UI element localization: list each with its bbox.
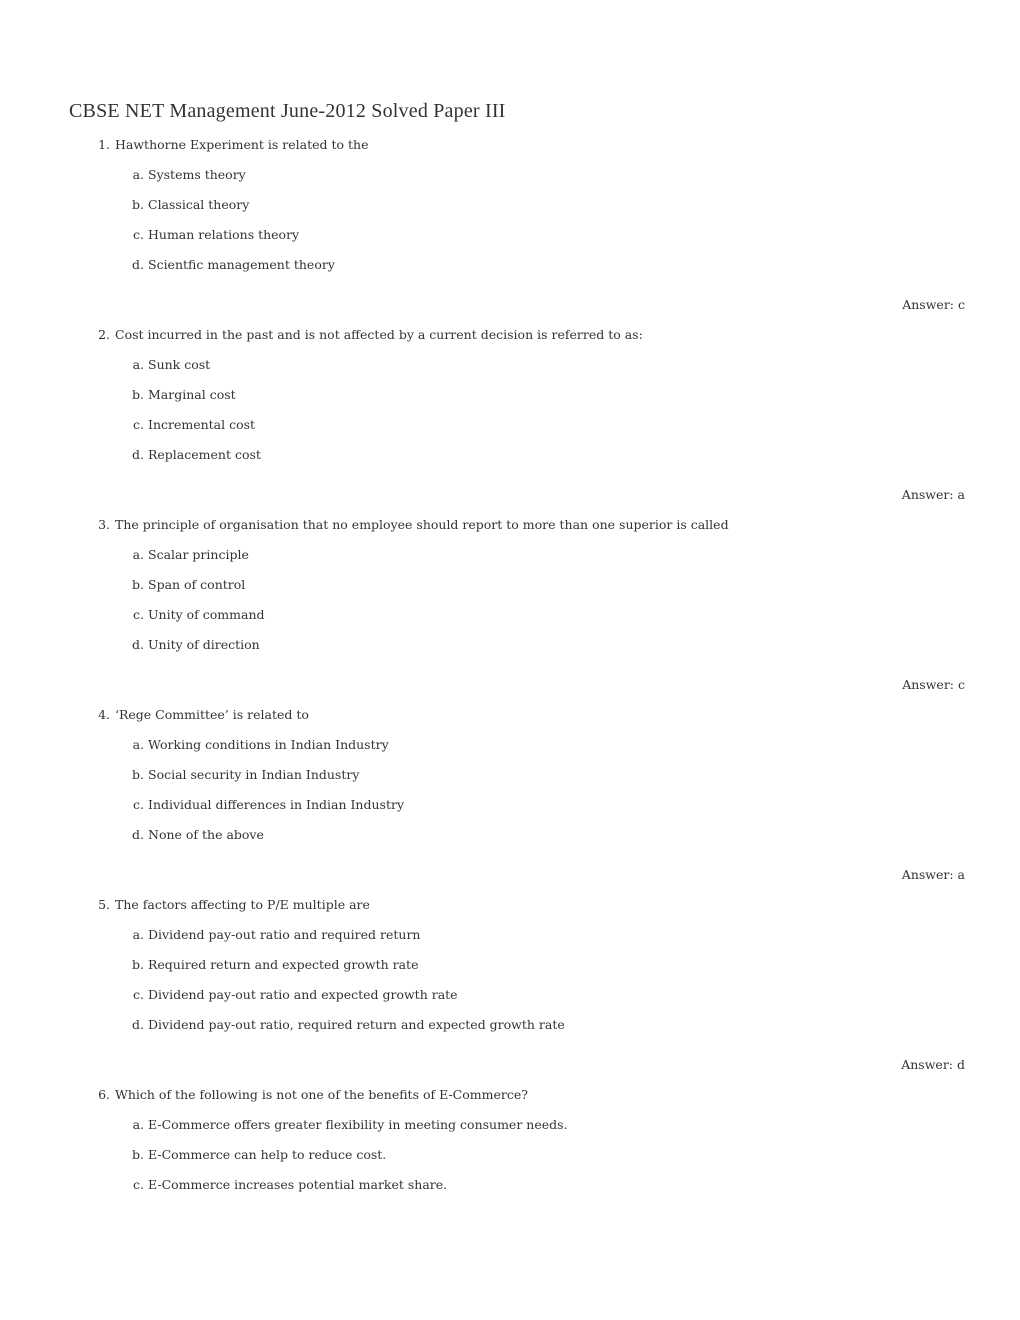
option-letter: d.	[132, 447, 144, 462]
option	[0, 250, 1020, 280]
option-letter: a.	[132, 737, 144, 752]
question-block	[0, 1080, 1020, 1200]
question-block	[0, 890, 1020, 1080]
option-text: Human relations theory	[148, 227, 300, 242]
option-letter: b.	[132, 197, 144, 212]
option-text: Required return and expected growth rate	[148, 957, 419, 972]
question-block	[0, 130, 1020, 320]
option	[0, 980, 1020, 1010]
question-number: 1.	[98, 137, 110, 152]
option-letter: b.	[132, 577, 144, 592]
option-text: E-Commerce offers greater flexibility in meeting consumer needs.	[148, 1117, 568, 1132]
option-text: E-Commerce can help to reduce cost.	[148, 1147, 387, 1162]
option	[0, 350, 1020, 380]
option-text: Incremental cost	[148, 417, 256, 432]
option-text: Unity of direction	[148, 637, 260, 652]
option-letter: a.	[132, 357, 144, 372]
option-text: None of the above	[148, 827, 264, 842]
option-text: Scalar principle	[148, 547, 249, 562]
option	[0, 1170, 1020, 1200]
option-text: E-Commerce increases potential market share.	[148, 1177, 448, 1192]
option-letter: d.	[132, 1017, 144, 1032]
option-text: Unity of command	[148, 607, 265, 622]
option-text: Dividend pay-out ratio and expected growth rate	[148, 987, 458, 1002]
question-number: 3.	[98, 517, 110, 532]
question-text: Hawthorne Experiment is related to the	[115, 137, 369, 152]
option	[0, 1110, 1020, 1140]
option-letter: a.	[132, 547, 144, 562]
option-letter: b.	[132, 767, 144, 782]
question-text: The principle of organisation that no employee should report to more than one superior is called	[115, 517, 729, 532]
option-letter: b.	[132, 387, 144, 402]
answer: Answer: c	[902, 297, 965, 312]
option	[0, 570, 1020, 600]
option-letter: b.	[132, 957, 144, 972]
answer: Answer: d	[901, 1057, 965, 1072]
option	[0, 760, 1020, 790]
answer: Answer: a	[901, 867, 965, 882]
option	[0, 820, 1020, 850]
option-text: Marginal cost	[148, 387, 236, 402]
option-letter: c.	[133, 1177, 144, 1192]
option	[0, 440, 1020, 470]
question-number: 4.	[98, 707, 110, 722]
question-text: ‘Rege Committee’ is related to	[115, 707, 309, 722]
option	[0, 220, 1020, 250]
option-text: Scientfic management theory	[148, 257, 335, 272]
option-text: Individual differences in Indian Industry	[148, 797, 405, 812]
question-block	[0, 510, 1020, 700]
option-letter: a.	[132, 1117, 144, 1132]
option	[0, 630, 1020, 660]
option	[0, 380, 1020, 410]
question-number: 6.	[98, 1087, 110, 1102]
option	[0, 730, 1020, 760]
option-letter: c.	[133, 987, 144, 1002]
answer: Answer: a	[901, 487, 965, 502]
option	[0, 160, 1020, 190]
option-text: Span of control	[148, 577, 246, 592]
option-letter: a.	[132, 927, 144, 942]
option-letter: c.	[133, 227, 144, 242]
option	[0, 790, 1020, 820]
option-text: Working conditions in Indian Industry	[148, 737, 389, 752]
option	[0, 920, 1020, 950]
option-letter: d.	[132, 637, 144, 652]
option	[0, 1010, 1020, 1040]
option-letter: d.	[132, 257, 144, 272]
option-letter: a.	[132, 167, 144, 182]
answer: Answer: c	[902, 677, 965, 692]
page-title: CBSE NET Management June-2012 Solved Paper III	[69, 100, 506, 122]
option-text: Dividend pay-out ratio and required return	[148, 927, 421, 942]
option	[0, 600, 1020, 630]
question-number: 2.	[98, 327, 110, 342]
option-text: Classical theory	[148, 197, 250, 212]
option-letter: c.	[133, 417, 144, 432]
option-text: Replacement cost	[148, 447, 261, 462]
option	[0, 1140, 1020, 1170]
option-letter: d.	[132, 827, 144, 842]
option-letter: c.	[133, 797, 144, 812]
question-list	[0, 130, 1020, 1200]
question-number: 5.	[98, 897, 110, 912]
question-text: Cost incurred in the past and is not affected by a current decision is referred to as:	[115, 327, 643, 342]
option	[0, 540, 1020, 570]
option-text: Social security in Indian Industry	[148, 767, 360, 782]
option-text: Systems theory	[148, 167, 246, 182]
option	[0, 190, 1020, 220]
question-block	[0, 700, 1020, 890]
option	[0, 950, 1020, 980]
question	[0, 130, 1020, 160]
option-letter: b.	[132, 1147, 144, 1162]
option-letter: c.	[133, 607, 144, 622]
question	[0, 1080, 1020, 1110]
question-block	[0, 320, 1020, 510]
option-text: Dividend pay-out ratio, required return and expected growth rate	[148, 1017, 565, 1032]
option	[0, 410, 1020, 440]
question	[0, 320, 1020, 350]
question-text: Which of the following is not one of the benefits of E-Commerce?	[115, 1087, 528, 1102]
question	[0, 890, 1020, 920]
question	[0, 700, 1020, 730]
question-text: The factors affecting to P/E multiple are	[115, 897, 370, 912]
question	[0, 510, 1020, 540]
option-text: Sunk cost	[148, 357, 211, 372]
